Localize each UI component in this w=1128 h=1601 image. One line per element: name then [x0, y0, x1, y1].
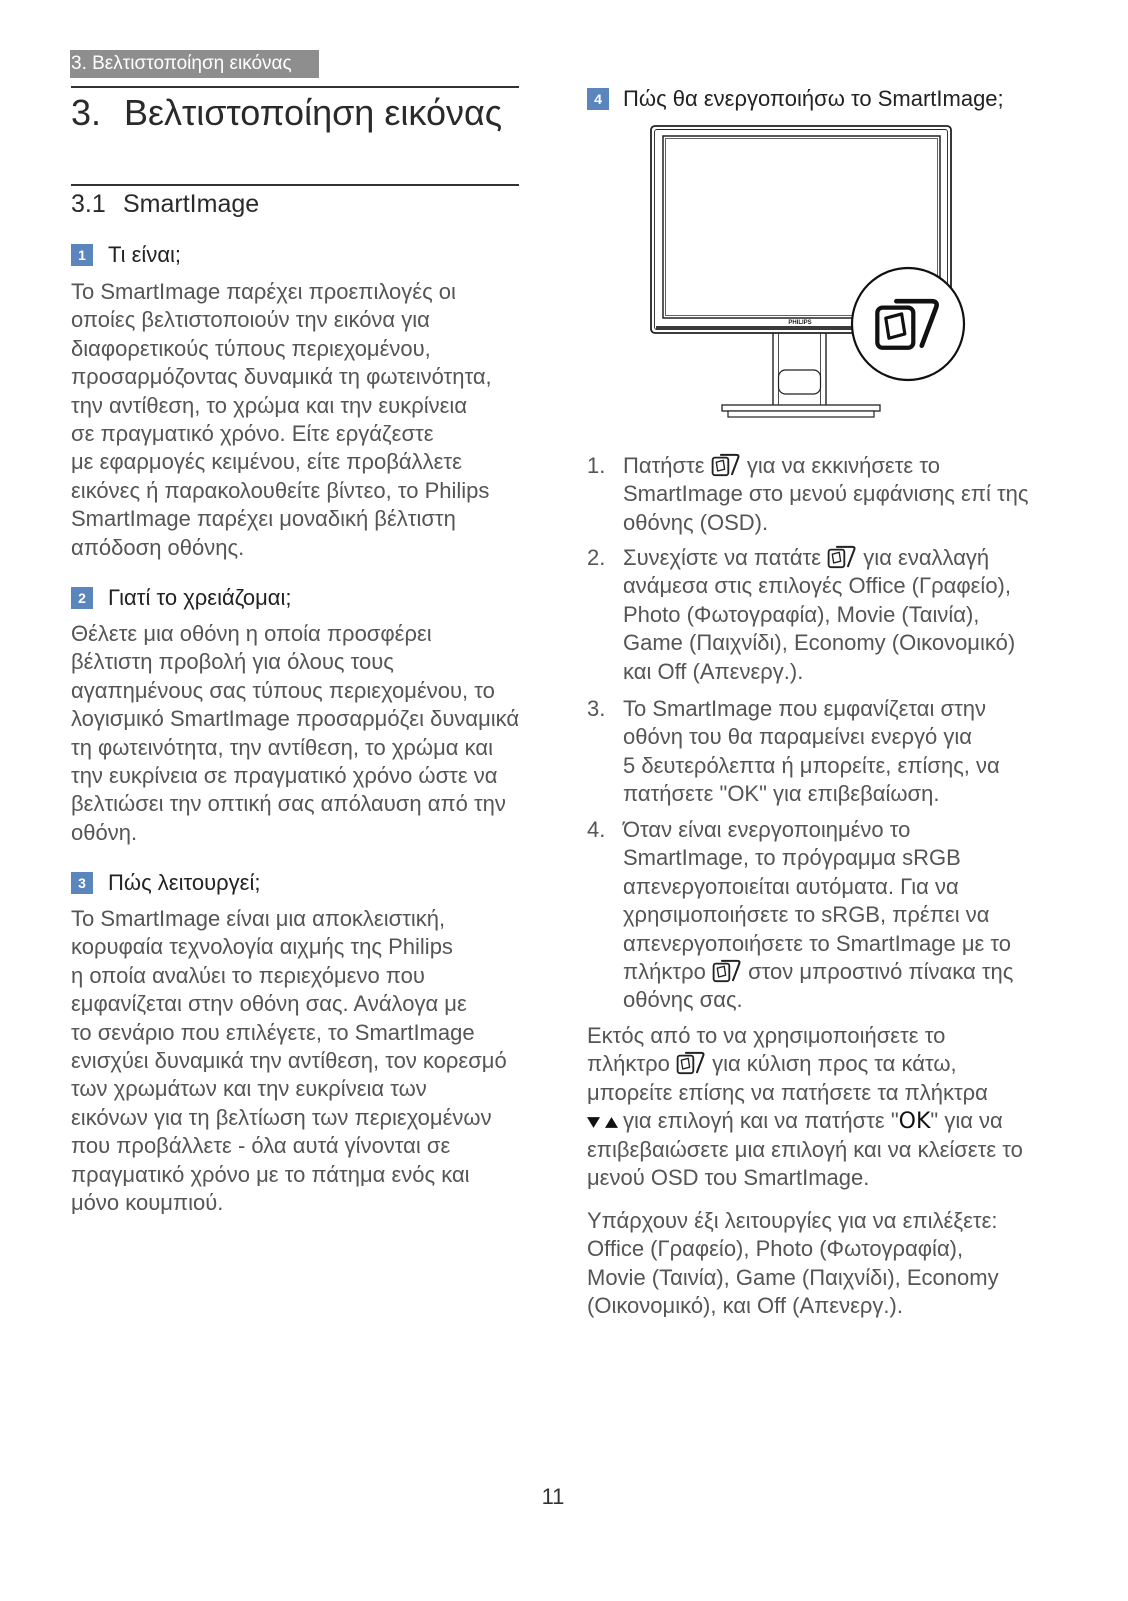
text-line: με εφαρμογές κειμένου, είτε προβάλλετε — [71, 449, 462, 475]
section-title-rule — [71, 184, 519, 186]
text-segment: στον μπροστινό πίνακα της — [741, 958, 1014, 984]
text-line: την αντίθεση, το χρώμα και την ευκρίνεια — [71, 392, 468, 418]
text-line — [587, 1050, 1023, 1078]
text-line: των χρωμάτων και την ευκρίνεια των — [71, 1076, 427, 1102]
text-line: SmartImage, το πρόγραμμα sRGB — [623, 845, 961, 871]
text-line — [587, 1107, 1023, 1135]
text-line: εμφανίζεται στην οθόνη σας. Ανάλογα με — [71, 991, 467, 1017]
subsection-heading: Τι είναι; — [108, 242, 182, 267]
text-line: βελτιώσει την οπτική σας απόλαυση από την — [71, 791, 506, 817]
text-line: βέλτιστη προβολή για όλους τους — [71, 649, 394, 675]
text-line: ανάμεσα στις επιλογές Office (Γραφείο), — [623, 573, 1011, 599]
text-segment: για να εκκινήσετε το — [740, 453, 940, 478]
text-line: το σενάριο που επιλέγετε, το SmartImage — [71, 1019, 475, 1045]
note-paragraph — [587, 1022, 1023, 1192]
chapter-header-tab: 3. Βελτιστοποίηση εικόνας — [70, 50, 319, 78]
chapter-number: 3. — [71, 92, 102, 133]
up-triangle-icon — [605, 1117, 618, 1128]
step-text — [623, 695, 1000, 809]
note-paragraph — [587, 1207, 999, 1321]
subsection-marker: 3 — [71, 872, 93, 894]
text-segment: πλήκτρο — [587, 1051, 676, 1077]
text-segment: για εναλλαγή — [857, 545, 990, 570]
monitor-brand-logo: PHILIPS — [788, 320, 812, 326]
text-line: Photo (Φωτογραφία), Movie (Ταινία), — [623, 601, 980, 627]
subsection-heading: Πώς λειτουργεί; — [108, 870, 261, 895]
text-line: Υπάρχουν έξι λειτουργίες για να επιλέξετε: — [587, 1208, 998, 1233]
text-line: Εκτός από το να χρησιμοποιήσετε το — [587, 1023, 946, 1048]
text-segment: Συνεχίστε να πατάτε — [623, 545, 828, 570]
smartimage-callout-circle — [852, 268, 964, 380]
step-text — [623, 452, 1029, 537]
text-line: κορυφαία τεχνολογία αιχμής της Philips — [71, 934, 453, 960]
text-line: απενεργοποιήσετε το SmartImage με το — [623, 930, 1012, 956]
monitor-speaker-grille — [656, 326, 861, 330]
text-line: μόνο κουμπιού. — [71, 1189, 224, 1215]
chapter-title: Βελτιστοποίηση εικόνας — [124, 92, 503, 133]
text-line: Θέλετε μια οθόνη η οποία προσφέρει — [71, 621, 432, 646]
subsection-marker: 1 — [71, 244, 93, 266]
text-line: Το SmartImage παρέχει προεπιλογές οι — [71, 279, 456, 304]
text-line: Game (Παιχνίδι), Economy (Οικονομικό) — [623, 630, 1016, 656]
step-number: 2. — [587, 545, 606, 570]
text-line: πατήσετε "OK" για επιβεβαίωση. — [623, 781, 940, 807]
text-line: πραγματικό χρόνο με το πάτημα ενός και — [71, 1161, 470, 1187]
text-line: SmartImage παρέχει μοναδική βέλτιστη — [71, 506, 456, 532]
text-line: Το SmartImage είναι μια αποκλειστική, — [71, 906, 446, 931]
text-segment: " για να — [930, 1108, 1003, 1134]
section-number: 3.1 — [71, 190, 106, 218]
text-line: Το SmartImage που εμφανίζεται στην — [623, 696, 987, 721]
text-line: λογισμικό SmartImage προσαρμόζει δυναμικά — [71, 706, 520, 732]
subsection-marker: 4 — [587, 88, 609, 110]
text-line: επιβεβαιώσετε μια επιλογή και να κλείσετε το — [587, 1136, 1023, 1162]
subsection-marker: 2 — [71, 587, 93, 609]
text-line — [623, 958, 1013, 986]
monitor-illustration — [640, 120, 970, 425]
subsection-heading: Γιατί το χρειάζομαι; — [108, 585, 292, 610]
step-number: 3. — [587, 696, 606, 721]
section-title: SmartImage — [123, 190, 260, 218]
monitor-stand-neck — [773, 326, 826, 406]
subsection-paragraph — [71, 905, 507, 1217]
text-line: απόδοση οθόνης. — [71, 534, 245, 560]
subsection-heading: Πώς θα ενεργοποιήσω το SmartImage; — [623, 86, 1004, 111]
smartimage-button-icon — [827, 545, 857, 569]
text-line: η οποία αναλύει το περιεχόμενο που — [71, 962, 425, 988]
text-line: και Off (Απενεργ.). — [623, 658, 804, 684]
text-line: εικόνες ή παρακολουθείτε βίντεο, το Philips — [71, 477, 490, 503]
monitor-stand-base — [722, 405, 880, 417]
text-line: (Οικονομικό), και Off (Απενεργ.). — [587, 1293, 903, 1319]
text-line: Movie (Ταινία), Game (Παιχνίδι), Economy — [587, 1264, 999, 1290]
text-line: εικόνων για τη βελτίωση των περιεχομένων — [71, 1104, 492, 1130]
text-line: οθόνης (OSD). — [623, 509, 769, 535]
text-line: Office (Γραφείο), Photo (Φωτογραφία), — [587, 1236, 964, 1262]
text-segment: πλήκτρο — [623, 958, 712, 984]
text-line: οθόνη. — [71, 819, 138, 845]
text-line: οθόνης σας. — [623, 987, 743, 1013]
down-triangle-icon — [587, 1117, 600, 1128]
text-line: τη φωτεινότητα, την αντίθεση, το χρώμα και — [71, 734, 493, 760]
subsection-paragraph — [71, 278, 492, 562]
step-number: 4. — [587, 817, 606, 842]
subsection-paragraph — [71, 620, 519, 847]
step-text — [623, 544, 1015, 686]
text-line: χρησιμοποιήσετε το sRGB, πρέπει να — [623, 902, 990, 928]
text-line — [623, 544, 1015, 572]
smartimage-button-icon — [711, 453, 741, 477]
text-line: διαφορετικούς τύπους περιεχομένου, — [71, 335, 431, 361]
text-line: 5 δευτερόλεπτα ή μπορείτε, επίσης, να — [623, 752, 1000, 778]
text-segment: Πατήστε — [623, 453, 711, 478]
page-number: 11 — [541, 1484, 565, 1509]
text-line: την ευκρίνεια σε πραγματικό χρόνο ώστε να — [71, 762, 498, 788]
chapter-title-rule — [71, 86, 519, 88]
text-line: αγαπημένους σας τύπους περιεχομένου, το — [71, 677, 495, 703]
step-text — [623, 816, 1013, 1015]
text-line: μπορείτε επίσης να πατήσετε τα πλήκτρα — [587, 1079, 988, 1105]
text-line: απενεργοποιείται αυτόματα. Για να — [623, 873, 959, 899]
key-label: OK — [898, 1109, 931, 1135]
text-segment: για κύλιση προς τα κάτω, — [705, 1051, 957, 1077]
text-line — [623, 452, 1029, 480]
text-segment: για επιλογή και να πατήστε " — [623, 1108, 899, 1134]
step-number: 1. — [587, 453, 606, 478]
text-line: σε πραγματικό χρόνο. Είτε εργάζεστε — [71, 420, 434, 446]
text-line: που προβάλλετε - όλα αυτά γίνονται σε — [71, 1133, 451, 1159]
smartimage-button-icon — [676, 1051, 706, 1075]
text-line: Όταν είναι ενεργοποιημένο το — [623, 817, 911, 842]
text-line: οθόνη του θα παραμείνει ενεργό για — [623, 724, 972, 750]
text-line: οποίες βελτιστοποιούν την εικόνα για — [71, 307, 430, 333]
text-line: μενού OSD του SmartImage. — [587, 1164, 870, 1190]
smartimage-button-icon — [712, 959, 742, 983]
text-line: προσαρμόζοντας δυναμικά τη φωτεινότητα, — [71, 364, 492, 390]
text-line: ενισχύει δυναμικά την αντίθεση, τον κορεσμό — [71, 1047, 507, 1073]
text-line: SmartImage στο μενού εμφάνισης επί της — [623, 481, 1029, 507]
